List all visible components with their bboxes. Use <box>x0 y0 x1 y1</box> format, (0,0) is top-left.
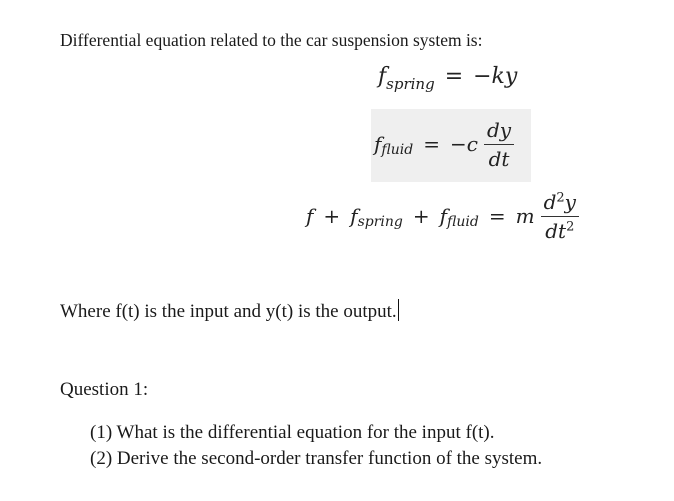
eq3-term2-subscript: spring <box>357 214 403 230</box>
eq2-denominator: dt <box>488 146 510 171</box>
eq3-num-base: d <box>543 189 557 214</box>
equation-fluid-force <box>374 112 514 176</box>
eq3-coefficient: m <box>515 204 535 228</box>
eq3-plus-sign-2: + <box>412 204 430 228</box>
eq3-plus-sign-1: + <box>323 204 341 228</box>
where-text: Where f(t) is the input and y(t) is the output. <box>60 301 397 322</box>
eq3-numerator <box>541 190 579 216</box>
equation-newton-second-law <box>306 184 579 248</box>
intro-text: Differential equation related to the car suspension system is: <box>60 30 483 50</box>
text-cursor <box>398 299 399 321</box>
eq3-term3-base: f <box>439 204 448 228</box>
eq3-equals-sign: = <box>488 204 506 228</box>
question-heading: Question 1: <box>60 379 149 400</box>
eq2-fraction <box>484 118 514 171</box>
eq1-rhs: −ky <box>473 64 518 89</box>
eq2-coefficient: −c <box>449 132 478 156</box>
eq3-term2-base: f <box>350 204 358 228</box>
eq3-term3-subscript: fluid <box>447 214 479 230</box>
eq3-den-base: dt <box>545 218 567 243</box>
eq3-num-power: 2 <box>556 189 565 205</box>
eq2-lhs-subscript: fluid <box>381 142 414 158</box>
eq1-equals-sign: = <box>444 64 464 89</box>
question-item: (2) Derive the second-order transfer function of the system. <box>90 448 543 469</box>
eq2-lhs-base: f <box>374 132 382 156</box>
eq2-equals-sign: = <box>423 132 440 156</box>
eq3-den-power: 2 <box>566 218 575 234</box>
eq3-num-var: y <box>564 189 576 214</box>
question-list <box>90 420 542 472</box>
eq2-numerator: dy <box>486 117 512 142</box>
eq1-lhs-subscript: spring <box>386 75 435 93</box>
question-item: (1) What is the differential equation for the input f(t). <box>90 422 495 443</box>
eq3-fraction <box>541 190 579 243</box>
eq3-denominator <box>542 217 577 243</box>
where-line[interactable] <box>60 299 399 323</box>
eq3-term-f: f <box>306 204 314 228</box>
eq1-lhs-base: f <box>378 64 387 89</box>
equation-spring-force <box>378 64 518 93</box>
